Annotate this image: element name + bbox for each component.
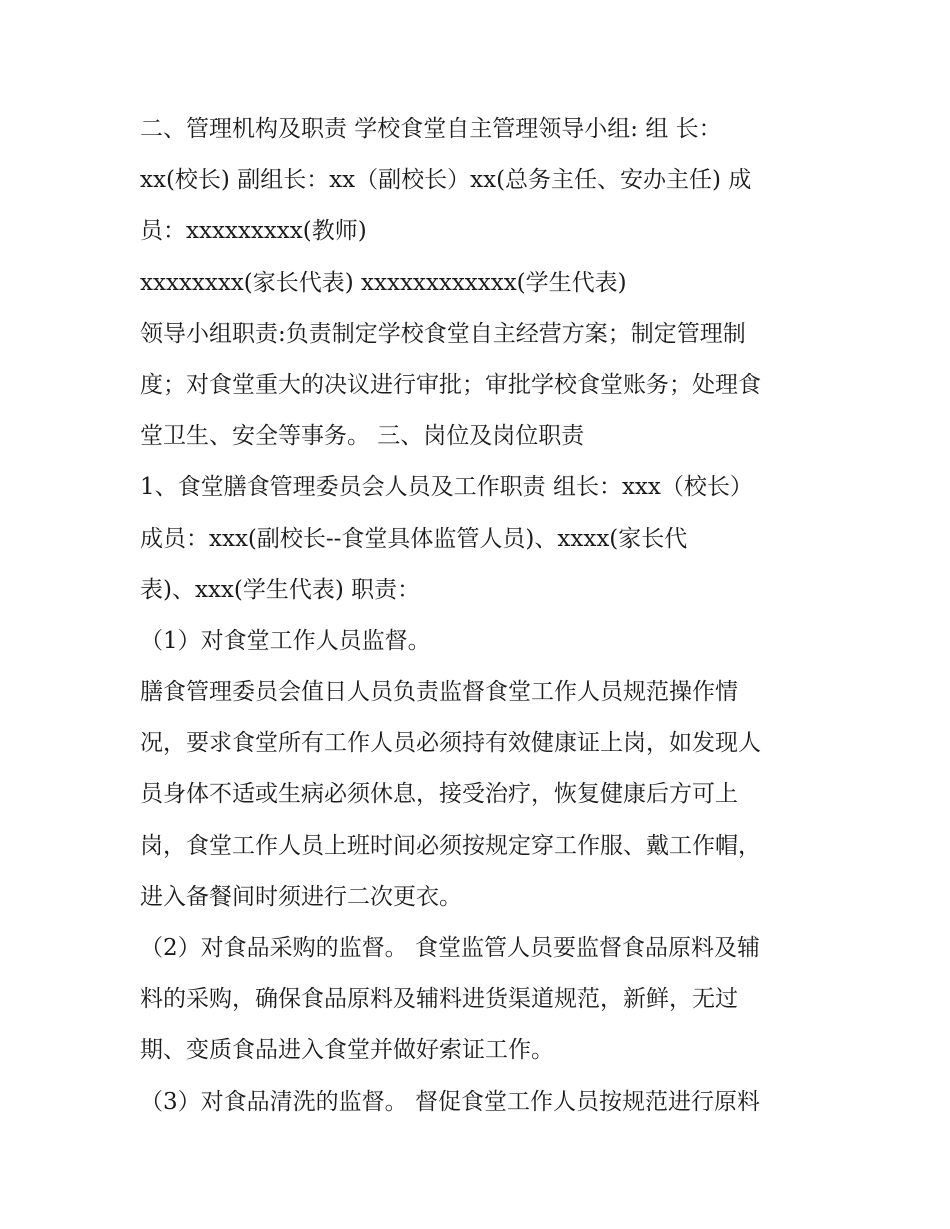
document-page (140, 104, 830, 1128)
text-line-2: xx(校长) 副组长：xx（副校长）xx(总务主任、安办主任) 成 (140, 167, 752, 194)
text-line-7: 堂卫生、安全等事务。 三、岗位及岗位职责 (140, 423, 585, 450)
text-line-12: 膳食管理委员会值日人员负责监督食堂工作人员规范操作情 (140, 679, 738, 706)
text-line-16: 进入备餐间时须进行二次更衣。 (140, 883, 462, 910)
text-line-5: 领导小组职责:负责制定学校食堂自主经营方案；制定管理制 (140, 320, 746, 347)
text-line-19: 期、变质食品进入食堂并做好索证工作。 (140, 1037, 554, 1064)
text-line-20: （3）对食品清洗的监督。 督促食堂工作人员按规范进行原料 (140, 1088, 760, 1115)
text-line-17: （2）对食品采购的监督。 食堂监管人员要监督食品原料及辅 (140, 935, 760, 961)
text-line-3: 员：xxxxxxxxx(教师) (140, 218, 367, 245)
text-line-6: 度；对食堂重大的决议进行审批；审批学校食堂账务；处理食 (140, 371, 761, 398)
text-line-9: 成员：xxx(副校长--食堂具体监管人员)、xxxx(家长代 (140, 525, 688, 552)
text-line-1: 二、管理机构及职责 学校食堂自主管理领导小组: 组 长： (140, 116, 722, 142)
text-line-13: 况，要求食堂所有工作人员必须持有效健康证上岗，如发现人 (140, 730, 761, 757)
text-line-4: xxxxxxxx(家长代表) xxxxxxxxxxxx(学生代表) (140, 269, 627, 296)
text-line-14: 员身体不适或生病必须休息，接受治疗，恢复健康后方可上 (140, 781, 738, 808)
text-line-18: 料的采购，确保食品原料及辅料进货渠道规范，新鲜，无过 (140, 986, 738, 1013)
text-line-11: （1）对食堂工作人员监督。 (140, 627, 431, 654)
text-line-10: 表)、xxx(学生代表) 职责： (140, 576, 421, 603)
text-line-8: 1、食堂膳食管理委员会人员及工作职责 组长：xxx（校长） (140, 474, 753, 501)
text-line-15: 岗，食堂工作人员上班时间必须按规定穿工作服、戴工作帽， (140, 832, 761, 859)
